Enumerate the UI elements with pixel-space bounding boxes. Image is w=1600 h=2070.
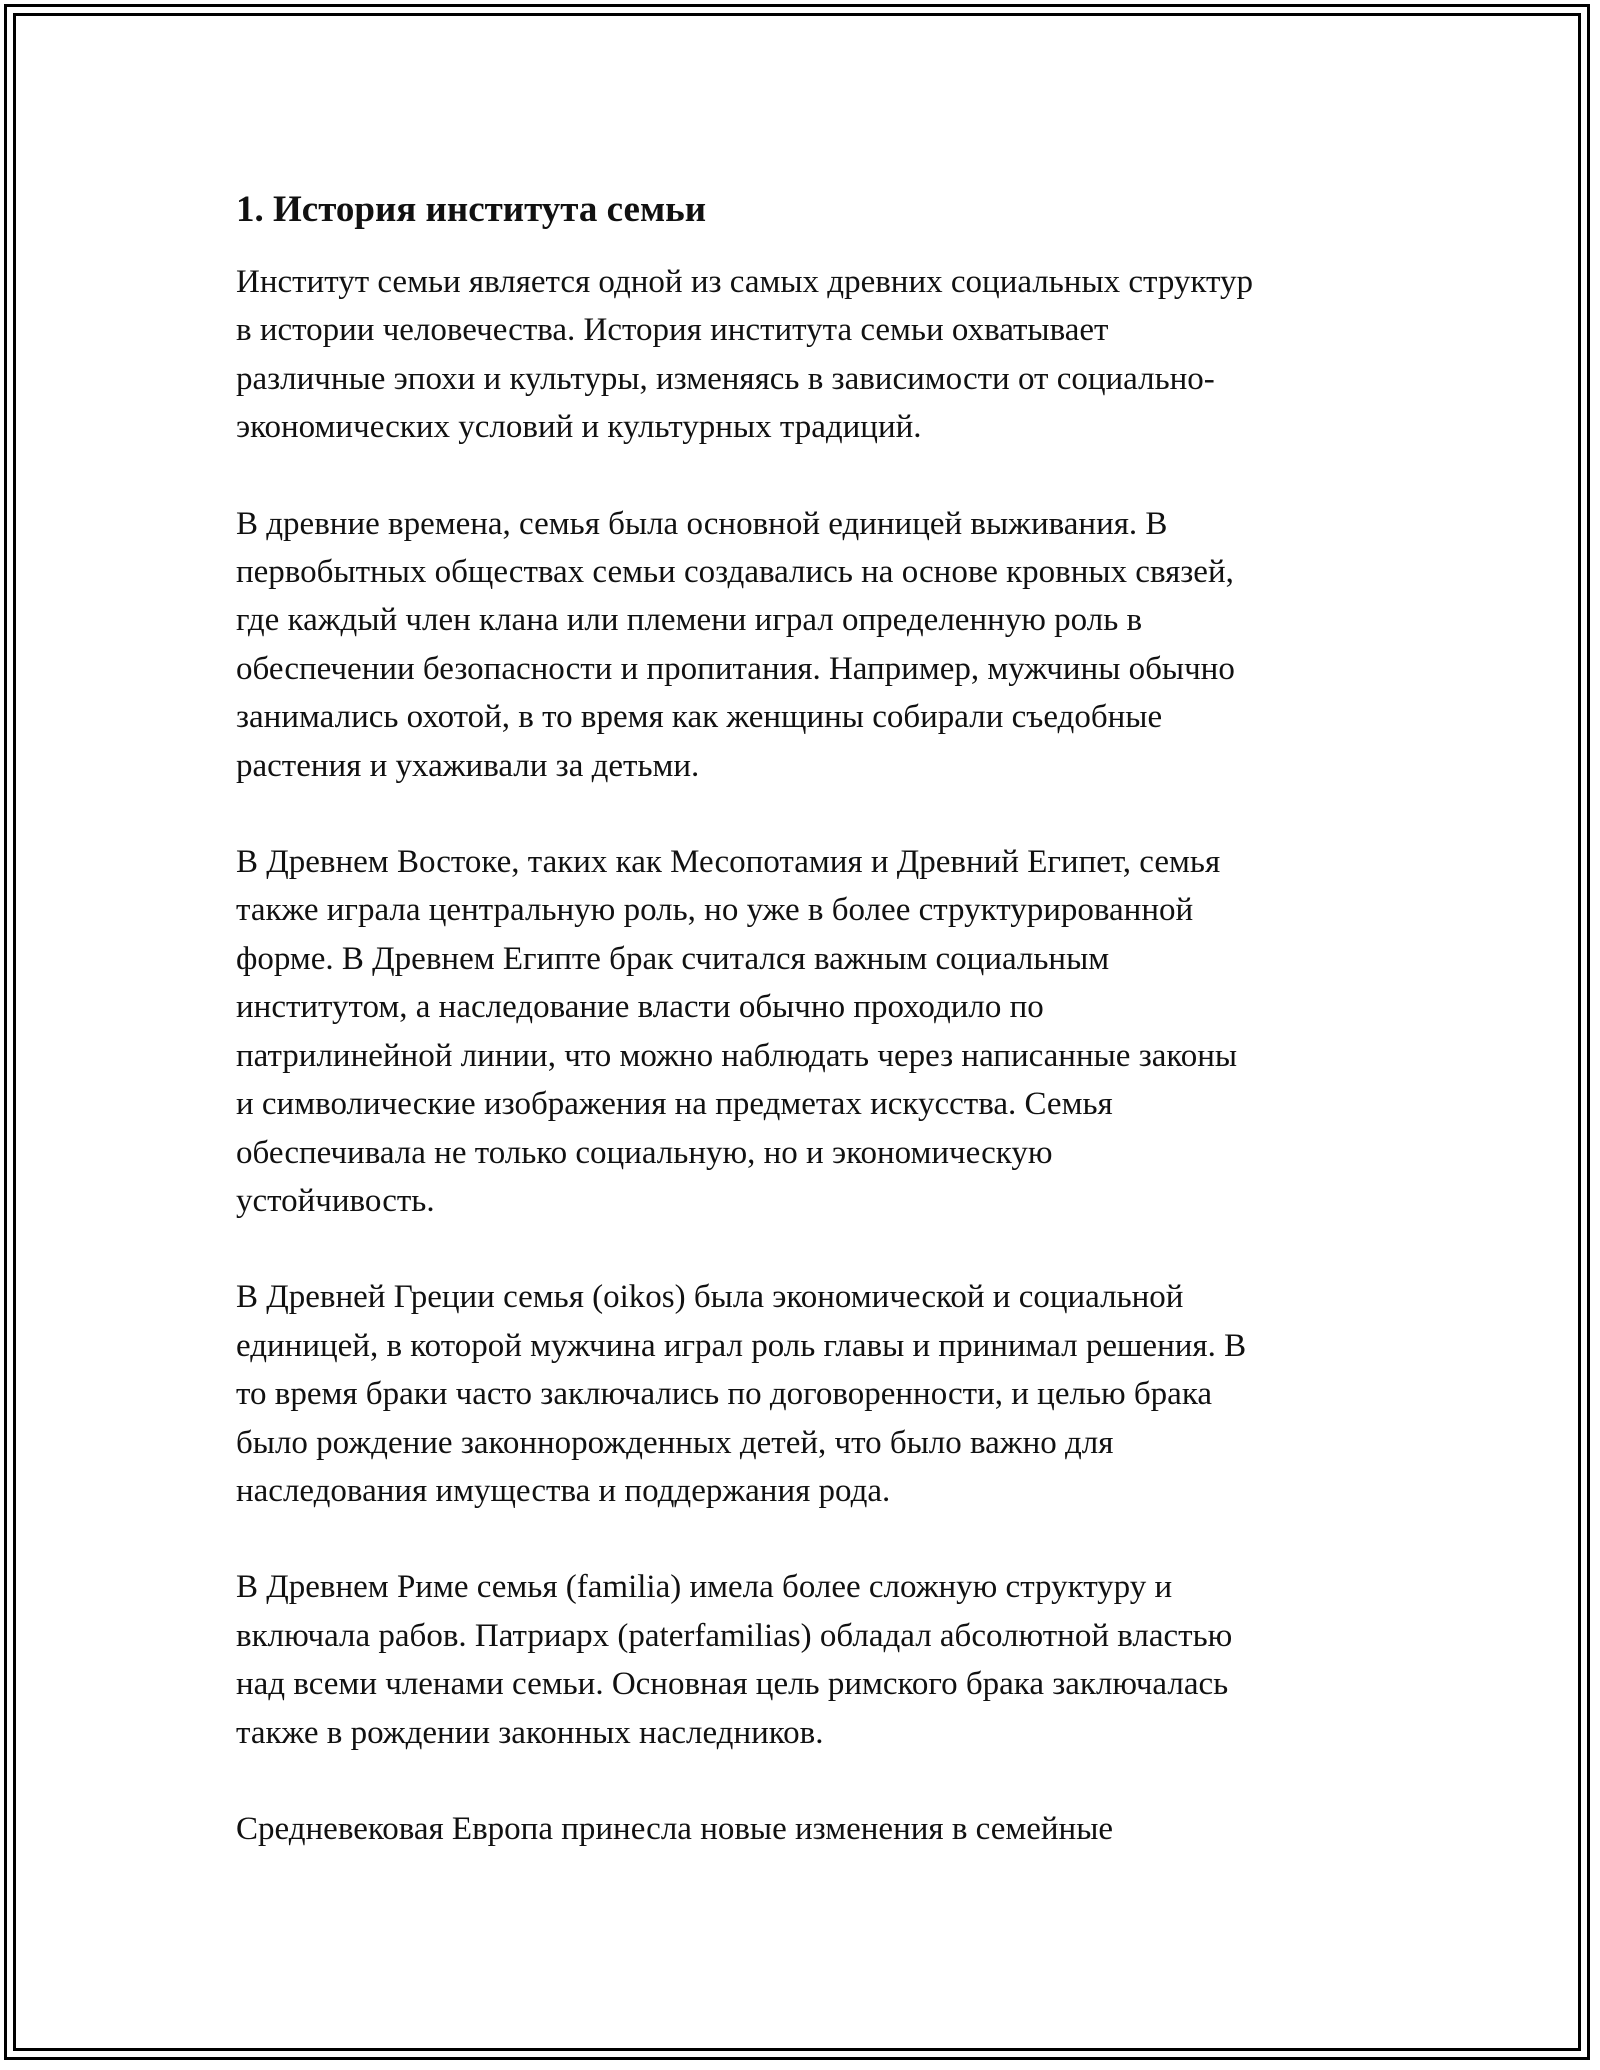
paragraph-intro: [236, 258, 1396, 452]
paragraph-ancient-east: [236, 838, 1396, 1225]
text-line: В Древней Греции семья (oikos) была экономической и социальной: [236, 1279, 1184, 1316]
text-line: обеспечивала не только социальную, но и экономическую: [236, 1134, 1053, 1171]
paragraph-ancient-greece: [236, 1273, 1396, 1515]
text-line: Институт семьи является одной из самых древних социальных структур: [236, 264, 1254, 300]
text-line: включала рабов. Патриарх (paterfamilias) обладал абсолютной властью: [236, 1617, 1233, 1654]
text-line: также в рождении законных наследников.: [236, 1714, 824, 1751]
text-line: институтом, а наследование власти обычно проходило по: [236, 989, 1044, 1026]
text-line: растения и ухаживали за детьми.: [236, 747, 700, 784]
text-line: над всеми членами семьи. Основная цель римского брака заключалась: [236, 1666, 1229, 1703]
text-line: экономических условий и культурных традиций.: [236, 409, 922, 446]
text-line: то время браки часто заключались по договоренности, и целью брака: [236, 1376, 1213, 1413]
text-line: обеспечении безопасности и пропитания. Например, мужчины обычно: [236, 650, 1235, 687]
text-line: единицей, в которой мужчина играл роль главы и принимал решения. В: [236, 1327, 1247, 1364]
text-line: первобытных обществах семьи создавались на основе кровных связей,: [236, 554, 1234, 591]
text-line: патрилинейной линии, что можно наблюдать через написанные законы: [236, 1037, 1238, 1074]
paragraph-ancient-rome: [236, 1563, 1396, 1757]
text-line: различные эпохи и культуры, изменяясь в зависимости от социально-: [236, 360, 1215, 397]
text-line: в истории человечества. История института семьи охватывает: [236, 312, 1109, 349]
text-line: занимались охотой, в то время как женщины собирали съедобные: [236, 699, 1163, 736]
text-line: наследования имущества и поддержания рода.: [236, 1472, 891, 1509]
text-line: В Древнем Риме семья (familia) имела более сложную структуру и: [236, 1569, 1173, 1606]
text-line: В Древнем Востоке, таких как Месопотамия и Древний Египет, семья: [236, 844, 1221, 881]
text-line: форме. В Древнем Египте брак считался важным социальным: [236, 940, 1110, 977]
text-line: Средневековая Европа принесла новые изменения в семейные: [236, 1810, 1114, 1847]
text-line: устойчивость.: [236, 1182, 435, 1219]
text-line: было рождение законнорожденных детей, что было важно для: [236, 1424, 1114, 1461]
document-body: [236, 188, 1396, 1901]
section-heading: 1. История института семьи: [236, 189, 707, 230]
paragraph-ancient-times: [236, 500, 1396, 790]
text-line: и символические изображения на предметах искусства. Семья: [236, 1086, 1113, 1123]
text-line: В древние времена, семья была основной единицей выживания. В: [236, 505, 1168, 542]
text-line: также играла центральную роль, но уже в более структурированной: [236, 892, 1194, 929]
paragraph-medieval-europe: [236, 1805, 1396, 1853]
text-line: где каждый член клана или племени играл определенную роль в: [236, 602, 1143, 639]
